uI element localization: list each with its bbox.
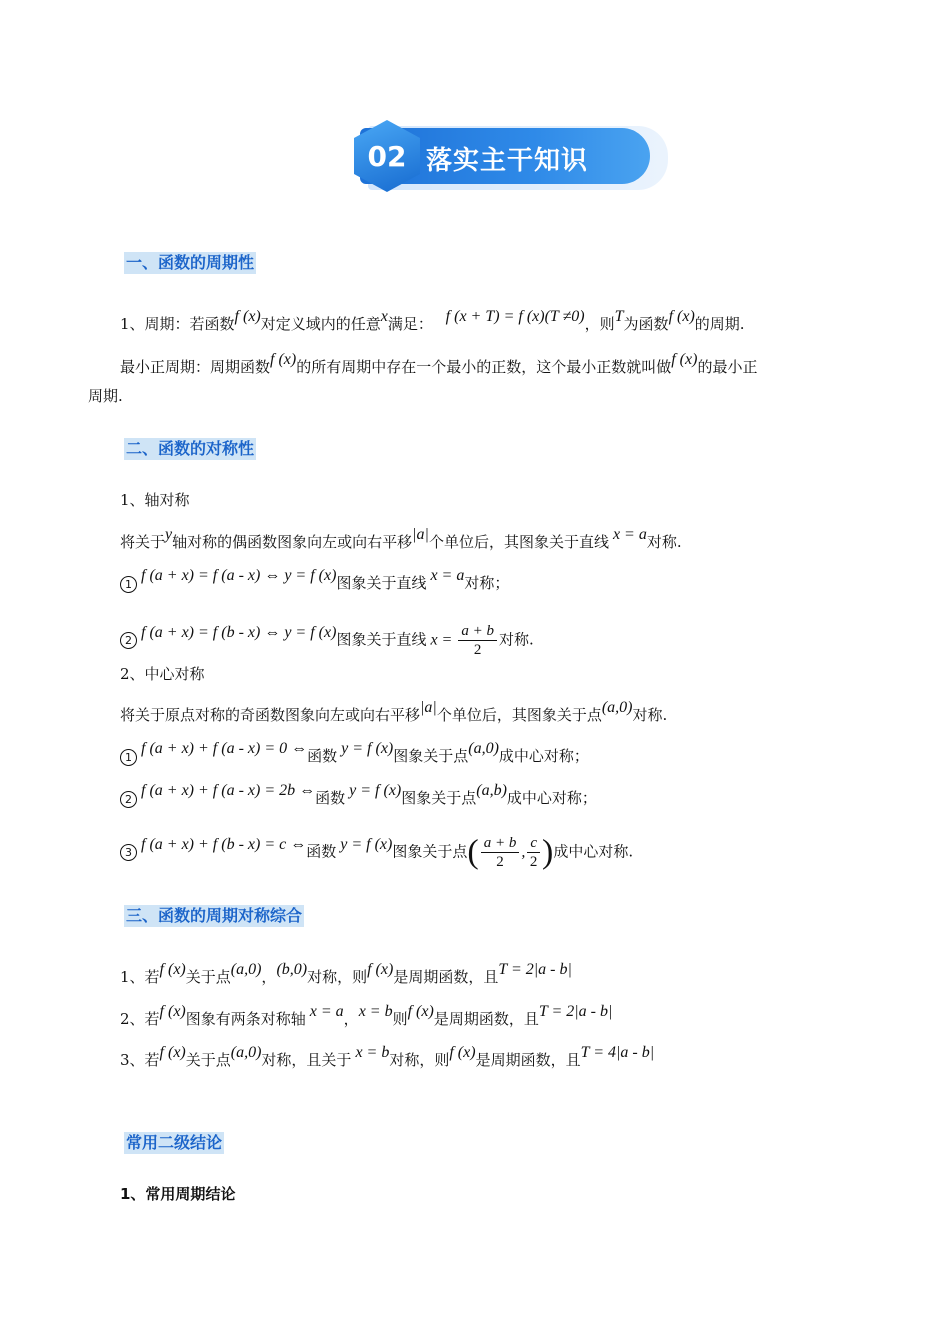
text: ， xyxy=(261,968,277,986)
text: 的周期. xyxy=(694,315,745,333)
circled-number: 2 xyxy=(120,791,137,808)
formula-point: (a,0) xyxy=(468,740,499,757)
text: 3、若 xyxy=(120,1051,160,1069)
formula: x = xyxy=(426,631,457,649)
text: 对称，则 xyxy=(307,968,368,986)
text: 的最小正 xyxy=(697,358,758,376)
text: 图象有两条对称轴 xyxy=(185,1010,306,1028)
text: 对称. xyxy=(498,630,534,649)
formula: x = a xyxy=(305,1003,344,1020)
formula: f (a + x) + f (a - x) = 2b ⇔ xyxy=(141,782,316,799)
text: 图象关于点 xyxy=(393,747,469,765)
center-shift-text xyxy=(120,699,668,726)
text: 对称. xyxy=(646,533,682,551)
text: 将关于 xyxy=(120,533,166,551)
circled-number: 2 xyxy=(120,632,137,649)
formula-point: (a,0) xyxy=(230,961,262,978)
formula-fx: f (x) xyxy=(159,961,186,978)
text: 关于点 xyxy=(185,968,231,986)
text: 个单位后，其图象关于直线 xyxy=(428,533,609,551)
text: 将关于原点对称的奇函数图象向左或向右平移 xyxy=(120,706,421,724)
circled-number: 1 xyxy=(120,749,137,766)
section-banner xyxy=(354,118,670,196)
heading-secondary-conclusions: 常用二级结论 xyxy=(126,1133,223,1152)
center-item-2 xyxy=(120,782,597,809)
text: 2、若 xyxy=(120,1010,160,1028)
combined-item-1 xyxy=(120,961,572,988)
circled-number: 1 xyxy=(120,576,137,593)
formula-point: (a,0) xyxy=(230,1044,262,1061)
fraction-a-plus-b-over-2: $\frac{a + b}{2}$ xyxy=(458,622,497,659)
min-period-wrap: 周期. xyxy=(88,387,123,405)
text: 则 xyxy=(392,1010,408,1028)
combined-item-2 xyxy=(120,1003,613,1030)
fraction-a-plus-b-over-2: $\frac{a + b}{2}$ xyxy=(481,834,520,871)
banner-title: 落实主干知识 xyxy=(426,146,589,176)
fraction-c-over-2: $\frac{c}{2}$ xyxy=(527,834,540,871)
formula-point: (a,0) xyxy=(601,699,633,716)
comma: , xyxy=(521,843,526,861)
text: 函数 xyxy=(315,789,346,807)
formula: f (a + x) = f (b - x) ⇔ y = f (x) xyxy=(141,623,337,641)
formula-fx: f (x) xyxy=(270,351,297,368)
formula-fx: f (x) xyxy=(671,351,698,368)
text: 图象关于直线 xyxy=(336,574,427,592)
text: 对称，且关于 xyxy=(261,1051,352,1069)
formula-period: T = 2|a - b| xyxy=(538,1003,613,1020)
text: 为函数 xyxy=(623,315,669,333)
text: 函数 xyxy=(307,747,338,765)
center-item-3 xyxy=(120,834,633,871)
axis-item-1 xyxy=(120,567,510,594)
axis-item-2 xyxy=(120,622,534,659)
text: 图象关于点 xyxy=(392,842,468,861)
formula-y: y xyxy=(165,526,173,543)
axis-shift-text xyxy=(120,526,682,553)
formula-T: T xyxy=(614,308,624,325)
text: 成中心对称； xyxy=(498,747,589,765)
heading-symmetry: 二、函数的对称性 xyxy=(126,439,255,458)
formula-abs-a: |a| xyxy=(412,526,429,543)
formula-period: T = 4|a - b| xyxy=(580,1044,655,1061)
formula-period-condition: f (x + T) = f (x)(T ≠0) xyxy=(437,308,585,325)
heading-period-symmetry: 三、函数的周期对称综合 xyxy=(126,906,303,925)
period-definition xyxy=(120,308,745,335)
formula-fx: f (x) xyxy=(367,961,394,978)
formula: y = f (x) xyxy=(337,740,394,757)
circled-number: 3 xyxy=(120,844,137,861)
text: 函数 xyxy=(306,842,337,861)
text: 对称，则 xyxy=(389,1051,450,1069)
formula-x-eq-a: x = a xyxy=(608,526,647,543)
text: 对称. xyxy=(632,706,668,724)
formula: f (a + x) + f (b - x) = c ⇔ xyxy=(141,835,307,853)
sub-common-period-conclusions: 1、常用周期结论 xyxy=(120,1185,236,1203)
formula: x = a xyxy=(426,567,465,584)
paren-left: ( xyxy=(467,833,479,871)
heading-periodicity: 一、函数的周期性 xyxy=(126,253,255,272)
formula-fx: f (x) xyxy=(449,1044,476,1061)
banner-number: 02 xyxy=(367,140,407,173)
center-item-1 xyxy=(120,740,589,767)
text: 是周期函数，且 xyxy=(393,968,499,986)
formula-x: x xyxy=(380,308,388,325)
formula-fx: f (x) xyxy=(159,1044,186,1061)
formula-point: (a,b) xyxy=(476,782,507,799)
sub-axis-symmetry: 1、轴对称 xyxy=(120,491,190,509)
text: 轴对称的偶函数图象向左或向右平移 xyxy=(172,533,413,551)
min-period-definition xyxy=(120,351,758,378)
formula-fx: f (x) xyxy=(668,308,695,325)
text: 的所有周期中存在一个最小的正数，这个最小正数就叫做 xyxy=(296,358,672,376)
text: 满足： xyxy=(387,315,433,333)
formula: x = b xyxy=(358,1003,393,1020)
text: ， xyxy=(343,1010,359,1028)
text: 图象关于点 xyxy=(401,789,477,807)
text: 对定义域内的任意 xyxy=(260,315,381,333)
paren-right: ) xyxy=(542,833,554,871)
sub-center-symmetry: 2、中心对称 xyxy=(120,665,205,683)
text: 是周期函数，且 xyxy=(475,1051,581,1069)
formula-fx: f (x) xyxy=(407,1003,434,1020)
text: 最小正周期：周期函数 xyxy=(120,358,271,376)
formula: y = f (x) xyxy=(336,835,393,853)
formula-abs-a: |a| xyxy=(420,699,437,716)
formula: f (a + x) + f (a - x) = 0 ⇔ xyxy=(141,740,308,757)
text: 个单位后，其图象关于点 xyxy=(436,706,602,724)
text: 对称； xyxy=(464,574,510,592)
text: 1、周期：若函数 xyxy=(120,315,235,333)
text: 成中心对称； xyxy=(506,789,597,807)
formula-fx: f (x) xyxy=(159,1003,186,1020)
text: 成中心对称. xyxy=(553,842,634,861)
combined-item-3 xyxy=(120,1044,655,1071)
formula: y = f (x) xyxy=(345,782,402,799)
text: 图象关于直线 xyxy=(336,630,427,649)
formula-point: (b,0) xyxy=(276,961,308,978)
formula-period: T = 2|a - b| xyxy=(498,961,572,978)
text: 关于点 xyxy=(185,1051,231,1069)
formula: x = b xyxy=(351,1044,390,1061)
text: 1、若 xyxy=(120,968,160,986)
formula-fx: f (x) xyxy=(234,308,261,325)
text: ，则 xyxy=(584,315,615,333)
text: 是周期函数，且 xyxy=(433,1010,539,1028)
formula: f (a + x) = f (a - x) ⇔ y = f (x) xyxy=(141,567,337,584)
